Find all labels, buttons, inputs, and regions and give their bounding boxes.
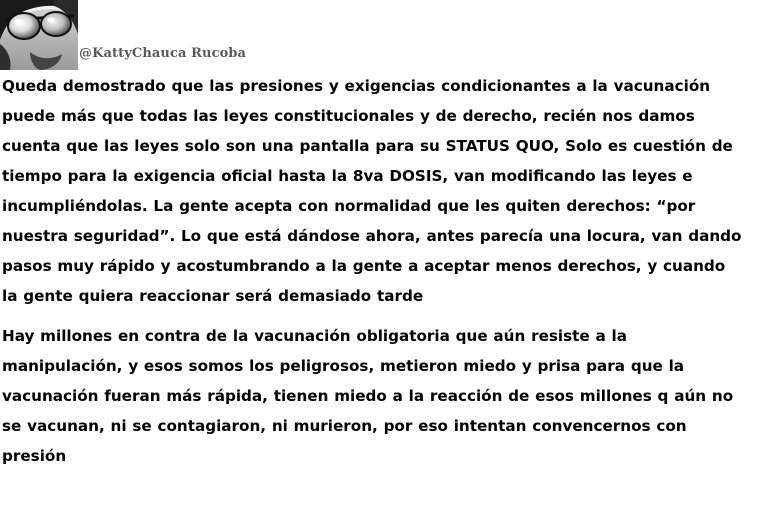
avatar [0, 0, 78, 70]
author-handle: @KattyChauca Rucoba [79, 46, 247, 61]
post-body [2, 71, 744, 471]
post-paragraph: Hay millones en contra de la vacunación obligatoria que aún resiste a la manipulación, y esos somos los peligrosos, metieron miedo y prisa para que la vacunación fueran más rápida, tienen miedo a la reacción de esos millones q aún no se vacunan, ni se contagiaron, ni murieron, por eso intentan convencernos con presión [2, 327, 734, 465]
avatar-photo-icon [0, 0, 78, 70]
post-paragraph: Queda demostrado que las presiones y exigencias condicionantes a la vacunación puede más que todas las leyes constitucionales y de derecho, recién nos damos cuenta que las leyes solo son una pantalla para su STATUS QUO, Solo es cuestión de tiempo para la exigencia oficial hasta la 8va DOSIS, van modificando las leyes e incumpliéndolas. La gente acepta con normalidad que les quiten derechos: “por nuestra seguridad”. Lo que está dándose ahora, antes parecía una locura, van dando pasos muy rápido y acostumbrando a la gente a aceptar menos derechos, y cuando la gente quiera reaccionar será demasiado tarde [2, 77, 742, 305]
